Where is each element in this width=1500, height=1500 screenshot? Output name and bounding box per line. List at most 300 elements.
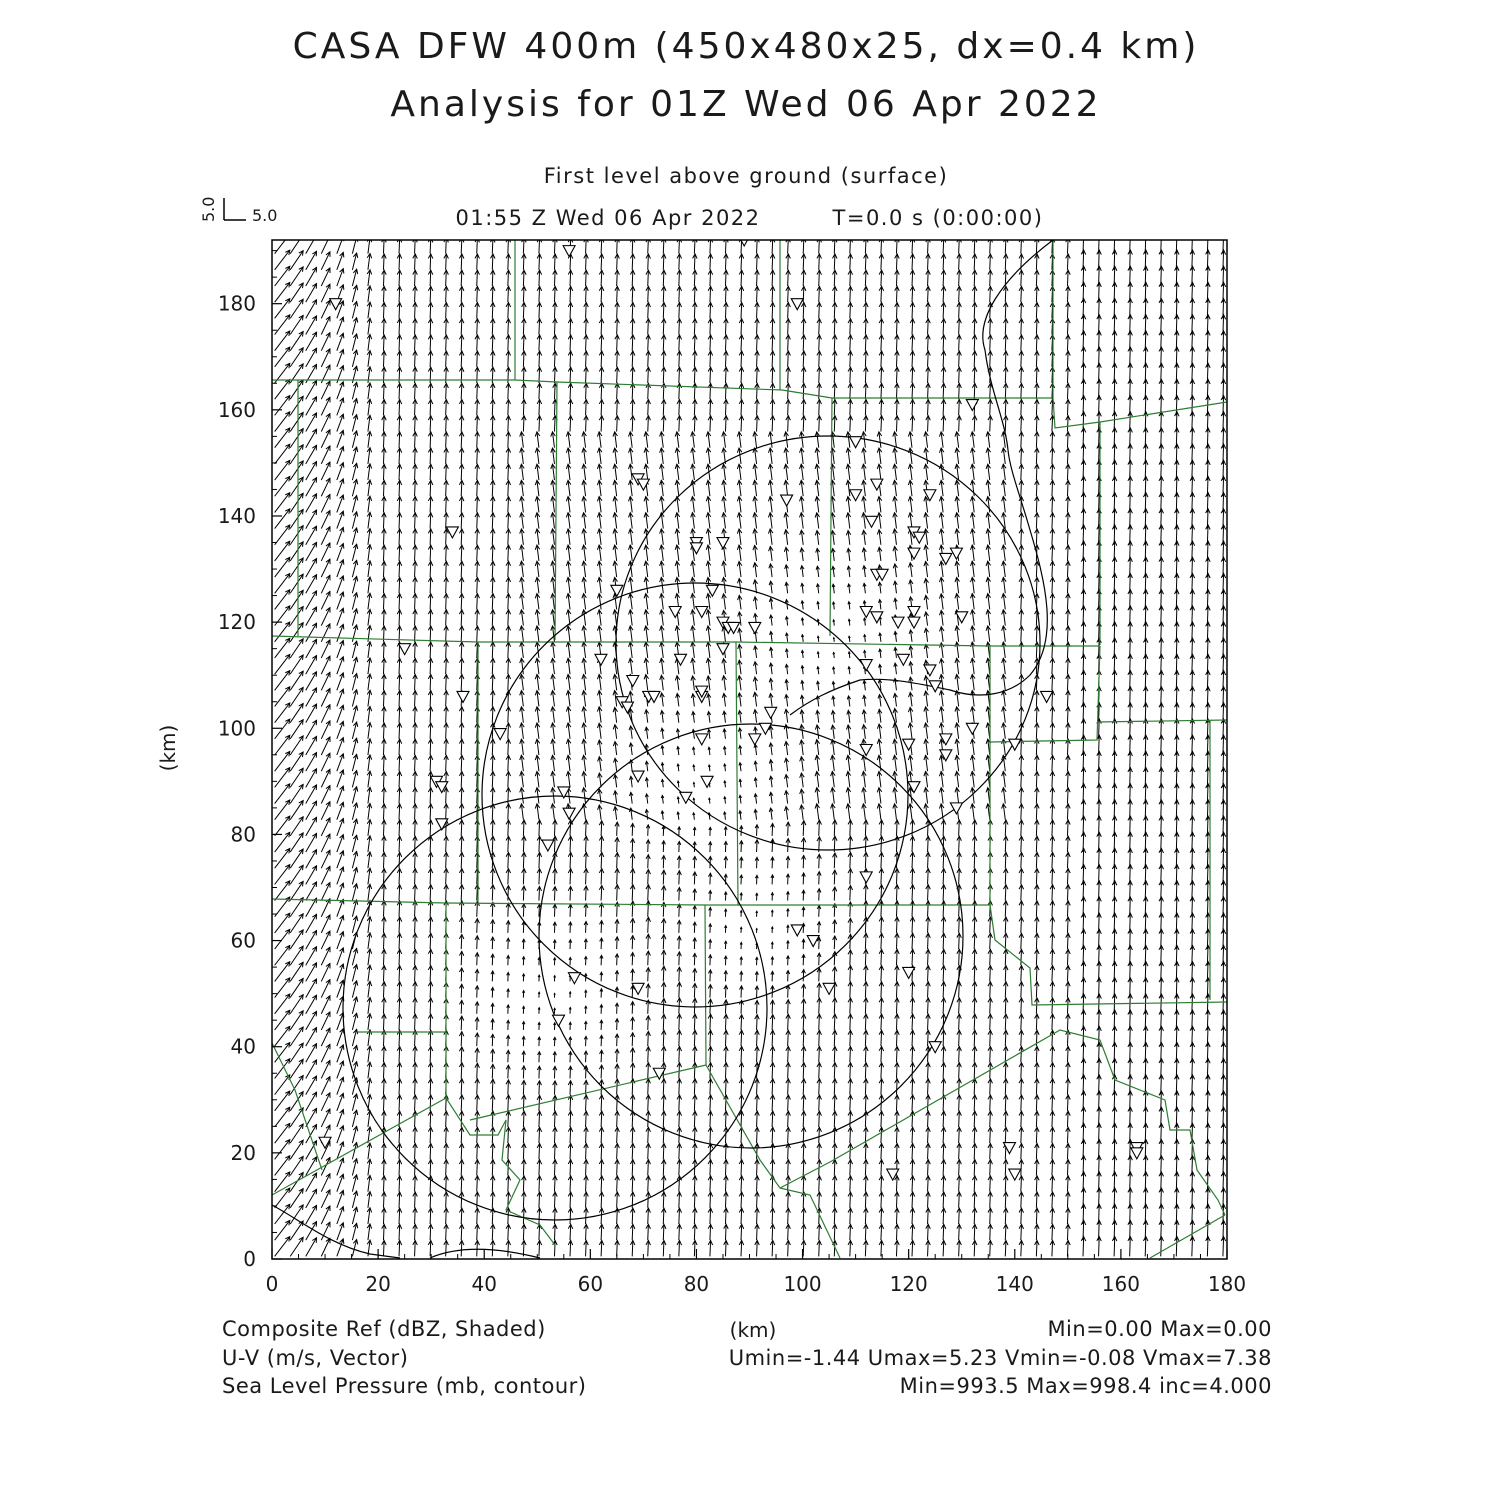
wind-vector bbox=[832, 1192, 837, 1208]
wind-vector bbox=[863, 583, 866, 593]
wind-vector bbox=[895, 367, 900, 383]
wind-vector bbox=[321, 511, 330, 529]
station-triangle-marker bbox=[494, 729, 506, 740]
wind-vector bbox=[535, 464, 540, 480]
wind-vector bbox=[321, 397, 330, 415]
wind-vector bbox=[908, 480, 913, 496]
wind-vector bbox=[863, 566, 867, 577]
wind-vector bbox=[941, 1079, 946, 1095]
wind-vector bbox=[644, 497, 649, 513]
wind-vector bbox=[693, 1176, 698, 1192]
wind-vector bbox=[957, 869, 962, 885]
wind-vector bbox=[584, 335, 589, 351]
wind-vector bbox=[459, 674, 464, 690]
wind-vector bbox=[566, 594, 571, 610]
wind-vector bbox=[786, 1160, 791, 1176]
wind-vector bbox=[831, 531, 835, 545]
wind-vector bbox=[754, 646, 758, 658]
wind-vector bbox=[491, 1003, 494, 1013]
wind-vector bbox=[832, 1208, 837, 1224]
wind-vector bbox=[397, 949, 402, 965]
wind-vector bbox=[1035, 513, 1040, 529]
wind-vector bbox=[428, 1127, 433, 1143]
wind-vector bbox=[537, 1111, 542, 1127]
wind-vector bbox=[677, 1111, 682, 1127]
wind-vector bbox=[413, 416, 418, 432]
wind-vector bbox=[972, 998, 977, 1014]
wind-vector bbox=[306, 801, 317, 820]
wind-vector bbox=[646, 1016, 650, 1030]
wind-vector bbox=[660, 642, 665, 658]
wind-vector bbox=[290, 817, 303, 836]
wind-vector bbox=[755, 825, 759, 836]
wind-vector bbox=[337, 527, 344, 544]
wind-vector bbox=[382, 400, 387, 416]
wind-vector bbox=[551, 804, 556, 820]
wind-vector bbox=[862, 448, 867, 464]
wind-vector bbox=[706, 529, 711, 545]
wind-vector bbox=[1003, 383, 1008, 399]
wind-vector bbox=[955, 432, 960, 448]
wind-vector bbox=[879, 1079, 884, 1095]
wind-vector bbox=[490, 1079, 495, 1095]
wind-vector bbox=[1019, 933, 1024, 949]
wind-vector bbox=[723, 747, 726, 755]
wind-vector bbox=[367, 852, 372, 868]
wind-vector bbox=[1002, 448, 1007, 464]
wind-vector bbox=[475, 836, 480, 852]
wind-vector bbox=[367, 448, 372, 464]
wind-vector bbox=[428, 561, 433, 577]
wind-vector bbox=[490, 497, 495, 513]
wind-vector bbox=[444, 1160, 449, 1176]
wind-vector bbox=[646, 984, 650, 998]
wind-vector bbox=[1002, 464, 1007, 480]
wind-vector bbox=[522, 319, 527, 335]
wind-vector bbox=[677, 1095, 682, 1111]
wind-vector bbox=[1035, 982, 1040, 998]
wind-vector bbox=[675, 626, 680, 642]
wind-vector bbox=[724, 1224, 729, 1240]
wind-vector bbox=[941, 949, 946, 965]
wind-vector bbox=[753, 597, 757, 610]
wind-vector bbox=[895, 1208, 900, 1224]
wind-vector bbox=[506, 497, 511, 513]
wind-vector bbox=[444, 270, 449, 286]
wind-vector bbox=[630, 918, 635, 932]
wind-vector bbox=[615, 1127, 620, 1143]
wind-vector bbox=[1066, 1208, 1071, 1224]
wind-vector bbox=[800, 513, 805, 529]
wind-vector bbox=[367, 351, 372, 367]
wind-vector bbox=[739, 416, 744, 432]
wind-vector bbox=[1066, 1046, 1071, 1062]
wind-vector bbox=[926, 1241, 931, 1257]
wind-vector bbox=[831, 549, 835, 561]
wind-vector bbox=[321, 494, 330, 512]
wind-vector bbox=[630, 335, 635, 351]
wind-vector bbox=[566, 513, 571, 529]
wind-vector bbox=[1003, 836, 1008, 852]
wind-vector bbox=[785, 680, 788, 691]
wind-vector bbox=[739, 400, 744, 416]
wind-vector bbox=[397, 529, 402, 545]
station-triangle-marker bbox=[823, 983, 835, 994]
wind-vector bbox=[522, 400, 527, 416]
wind-vector bbox=[753, 710, 757, 723]
wind-vector bbox=[816, 566, 819, 577]
wind-vector bbox=[879, 917, 884, 933]
wind-vector bbox=[1035, 1111, 1040, 1127]
wind-vector bbox=[1002, 788, 1007, 804]
wind-vector bbox=[737, 513, 742, 529]
wind-vector bbox=[475, 319, 480, 335]
wind-vector bbox=[879, 1176, 884, 1192]
wind-vector bbox=[459, 1192, 464, 1208]
wind-vector bbox=[817, 286, 822, 302]
wind-vector bbox=[306, 526, 317, 545]
wind-vector bbox=[337, 818, 344, 835]
wind-vector bbox=[644, 432, 649, 448]
wind-vector bbox=[600, 938, 603, 949]
wind-vector bbox=[1003, 254, 1008, 270]
wind-vector bbox=[306, 1028, 317, 1047]
wind-vector bbox=[428, 788, 433, 804]
wind-vector bbox=[926, 319, 931, 335]
wind-vector bbox=[753, 497, 758, 513]
wind-vector bbox=[770, 647, 773, 657]
wind-vector bbox=[879, 1192, 884, 1208]
wind-vector bbox=[475, 919, 480, 933]
wind-vector bbox=[755, 270, 760, 286]
wind-vector bbox=[352, 544, 357, 561]
wind-vector bbox=[321, 802, 330, 820]
wind-vector bbox=[1050, 804, 1055, 820]
wind-vector bbox=[755, 400, 760, 416]
wind-vector bbox=[957, 836, 962, 852]
wind-vector bbox=[367, 690, 372, 706]
wind-vector bbox=[693, 1208, 698, 1224]
wind-vector bbox=[444, 577, 449, 593]
wind-vector bbox=[367, 658, 372, 674]
wind-vector bbox=[768, 448, 773, 464]
wind-vector bbox=[382, 577, 387, 593]
wind-vector bbox=[737, 497, 742, 513]
wind-vector bbox=[582, 755, 587, 771]
wind-vector bbox=[1066, 270, 1071, 286]
wind-vector bbox=[864, 270, 869, 286]
wind-vector bbox=[352, 350, 357, 367]
wind-vector bbox=[337, 398, 344, 415]
wind-vector bbox=[599, 1160, 604, 1176]
wind-vector bbox=[352, 1062, 357, 1079]
wind-vector bbox=[321, 915, 330, 933]
wind-vector bbox=[971, 772, 976, 788]
wind-vector bbox=[863, 681, 866, 691]
wind-vector bbox=[1066, 885, 1071, 901]
wind-vector bbox=[1050, 674, 1055, 690]
wind-vector bbox=[475, 772, 480, 788]
wind-vector bbox=[522, 820, 527, 836]
wind-vector bbox=[833, 667, 835, 674]
wind-vector bbox=[1066, 1241, 1071, 1257]
wind-vector bbox=[1003, 1160, 1008, 1176]
wind-vector bbox=[785, 565, 789, 577]
wind-vector bbox=[895, 917, 900, 933]
wind-vector bbox=[321, 1044, 330, 1062]
wind-vector bbox=[444, 723, 449, 739]
wind-vector bbox=[895, 1241, 900, 1257]
wind-vector bbox=[708, 1111, 713, 1127]
wind-vector bbox=[522, 1051, 526, 1062]
wind-vector bbox=[428, 739, 433, 755]
wind-vector bbox=[691, 432, 696, 448]
wind-vector bbox=[908, 448, 913, 464]
wind-vector bbox=[988, 933, 993, 949]
wind-vector bbox=[554, 976, 556, 982]
wind-vector bbox=[1050, 497, 1055, 513]
wind-vector bbox=[737, 480, 742, 496]
wind-vector bbox=[1066, 319, 1071, 335]
station-triangle-marker bbox=[717, 644, 729, 655]
wind-vector bbox=[584, 921, 588, 932]
wind-vector bbox=[924, 497, 929, 513]
wind-vector bbox=[413, 674, 418, 690]
wind-vector bbox=[864, 1176, 869, 1192]
wind-vector bbox=[832, 696, 835, 706]
wind-vector bbox=[645, 727, 649, 739]
wind-vector bbox=[506, 286, 511, 302]
wind-vector bbox=[413, 480, 418, 496]
wind-vector bbox=[926, 852, 931, 868]
wind-vector bbox=[677, 1046, 682, 1062]
wind-vector bbox=[908, 755, 913, 771]
wind-vector bbox=[475, 1160, 480, 1176]
wind-vector bbox=[893, 694, 897, 707]
wind-vector bbox=[986, 513, 991, 529]
wind-vector bbox=[1066, 1224, 1071, 1240]
wind-vector bbox=[599, 303, 604, 319]
wind-vector bbox=[1050, 626, 1055, 642]
wind-vector bbox=[692, 747, 694, 755]
wind-vector bbox=[367, 642, 372, 658]
wind-vector bbox=[972, 1192, 977, 1208]
wind-vector bbox=[693, 922, 696, 933]
wind-vector bbox=[724, 941, 727, 949]
wind-vector bbox=[367, 771, 372, 787]
wind-vector bbox=[910, 933, 915, 949]
wind-vector bbox=[988, 949, 993, 965]
wind-vector bbox=[444, 303, 449, 319]
wind-vector bbox=[1066, 383, 1071, 399]
wind-vector bbox=[802, 873, 806, 884]
wind-vector bbox=[444, 383, 449, 399]
wind-vector bbox=[786, 1241, 791, 1257]
wind-vector bbox=[941, 319, 946, 335]
wind-vector bbox=[568, 904, 572, 916]
wind-vector bbox=[475, 1033, 479, 1046]
wind-vector bbox=[832, 303, 837, 319]
wind-vector bbox=[630, 885, 635, 901]
wind-vector bbox=[352, 641, 357, 658]
wind-vector bbox=[1066, 480, 1071, 496]
wind-vector bbox=[490, 367, 495, 383]
wind-vector bbox=[770, 1111, 775, 1127]
wind-vector bbox=[864, 885, 869, 901]
wind-vector bbox=[926, 1111, 931, 1127]
wind-vector bbox=[1050, 1241, 1055, 1257]
wind-vector bbox=[661, 303, 666, 319]
wind-vector bbox=[428, 545, 433, 561]
wind-vector bbox=[382, 561, 387, 577]
wind-vector bbox=[537, 1176, 542, 1192]
wind-vector bbox=[321, 284, 330, 302]
wind-vector bbox=[382, 1111, 387, 1127]
wind-vector bbox=[832, 1095, 837, 1111]
wind-vector bbox=[444, 804, 449, 820]
wind-vector bbox=[584, 319, 589, 335]
wind-vector bbox=[955, 448, 960, 464]
wind-vector bbox=[894, 648, 897, 658]
station-triangle-marker bbox=[690, 543, 702, 554]
wind-vector bbox=[864, 1192, 869, 1208]
wind-vector bbox=[367, 367, 372, 383]
wind-vector bbox=[506, 1143, 511, 1159]
wind-vector bbox=[661, 1111, 666, 1127]
wind-vector bbox=[367, 270, 372, 286]
wind-vector bbox=[475, 513, 480, 529]
wind-vector bbox=[709, 891, 712, 901]
wind-vector bbox=[646, 351, 651, 367]
wind-vector bbox=[522, 974, 524, 981]
wind-vector bbox=[600, 972, 603, 981]
footer-field3-stats: Min=993.5 Max=998.4 inc=4.000 bbox=[899, 1374, 1272, 1398]
wind-vector bbox=[986, 448, 991, 464]
wind-vector bbox=[1019, 464, 1024, 480]
wind-vector bbox=[566, 642, 571, 658]
wind-vector bbox=[817, 602, 819, 610]
wind-vector bbox=[553, 1192, 558, 1208]
wind-vector bbox=[537, 1081, 541, 1095]
wind-vector bbox=[924, 579, 929, 594]
wind-vector bbox=[1035, 885, 1040, 901]
wind-vector bbox=[397, 691, 402, 707]
wind-vector bbox=[879, 351, 884, 367]
wind-vector bbox=[678, 827, 681, 836]
wind-vector bbox=[957, 270, 962, 286]
wind-vector bbox=[955, 497, 960, 513]
wind-vector bbox=[522, 286, 527, 302]
wind-vector bbox=[1066, 577, 1071, 593]
wind-vector bbox=[770, 1160, 775, 1176]
wind-vector bbox=[306, 736, 317, 755]
wind-vector bbox=[895, 383, 900, 399]
wind-vector bbox=[786, 335, 791, 351]
wind-vector bbox=[522, 904, 526, 917]
wind-vector bbox=[1050, 885, 1055, 901]
wind-vector bbox=[895, 949, 900, 965]
wind-vector bbox=[506, 594, 511, 610]
wind-vector bbox=[1035, 626, 1040, 642]
wind-vector bbox=[397, 432, 402, 448]
wind-vector bbox=[490, 658, 495, 674]
x-tick-label: 100 bbox=[783, 1272, 822, 1296]
wind-vector bbox=[846, 725, 850, 739]
wind-vector bbox=[1003, 901, 1008, 917]
wind-vector bbox=[290, 315, 303, 334]
wind-vector bbox=[646, 1176, 651, 1192]
wind-vector bbox=[815, 497, 820, 513]
wind-vector bbox=[459, 1032, 464, 1046]
wind-vector bbox=[352, 851, 357, 868]
wind-vector bbox=[924, 513, 929, 529]
wind-vector bbox=[397, 1224, 402, 1240]
wind-vector bbox=[786, 319, 791, 335]
wind-vector bbox=[910, 1046, 915, 1062]
wind-vector bbox=[864, 949, 869, 965]
wind-vector bbox=[506, 351, 511, 367]
wind-vector bbox=[397, 998, 402, 1014]
wind-vector bbox=[801, 254, 806, 270]
wind-vector bbox=[337, 916, 344, 933]
wind-vector bbox=[537, 886, 541, 900]
wind-vector bbox=[908, 497, 913, 513]
wind-vector bbox=[306, 316, 317, 335]
wind-vector bbox=[1003, 1063, 1008, 1079]
wind-vector bbox=[737, 464, 742, 480]
wind-vector bbox=[568, 1160, 573, 1176]
wind-vector bbox=[428, 869, 433, 885]
wind-vector bbox=[600, 1035, 603, 1046]
wind-vector bbox=[290, 752, 303, 771]
wind-vector bbox=[739, 779, 742, 787]
wind-vector bbox=[520, 448, 525, 464]
wind-vector bbox=[677, 1208, 682, 1224]
wind-vector bbox=[1019, 642, 1024, 658]
wind-vector bbox=[584, 286, 589, 302]
wind-vector bbox=[352, 1207, 357, 1224]
wind-vector bbox=[306, 979, 317, 998]
wind-vector bbox=[306, 1205, 317, 1224]
wind-vector bbox=[413, 1014, 418, 1030]
wind-vector bbox=[599, 1241, 604, 1257]
wind-vector bbox=[740, 957, 743, 965]
wind-vector bbox=[584, 1208, 589, 1224]
wind-vector bbox=[382, 917, 387, 933]
wind-vector bbox=[817, 1079, 822, 1095]
wind-vector bbox=[924, 755, 929, 771]
wind-vector bbox=[693, 303, 698, 319]
wind-vector bbox=[1035, 772, 1040, 788]
wind-vector bbox=[879, 335, 884, 351]
wind-vector bbox=[926, 270, 931, 286]
wind-vector bbox=[553, 869, 558, 885]
wind-vector bbox=[597, 577, 602, 593]
wind-vector bbox=[739, 1192, 744, 1208]
wind-vector bbox=[847, 696, 850, 707]
wind-vector bbox=[879, 400, 884, 416]
wind-vector bbox=[520, 755, 525, 771]
wind-vector bbox=[660, 658, 665, 674]
wind-vector bbox=[910, 949, 915, 965]
wind-vector bbox=[613, 464, 618, 480]
wind-vector bbox=[941, 982, 946, 998]
wind-vector bbox=[290, 881, 303, 900]
wind-vector bbox=[275, 1237, 290, 1257]
wind-vector bbox=[817, 1095, 822, 1111]
wind-vector bbox=[661, 1160, 666, 1176]
wind-vector bbox=[382, 513, 387, 529]
